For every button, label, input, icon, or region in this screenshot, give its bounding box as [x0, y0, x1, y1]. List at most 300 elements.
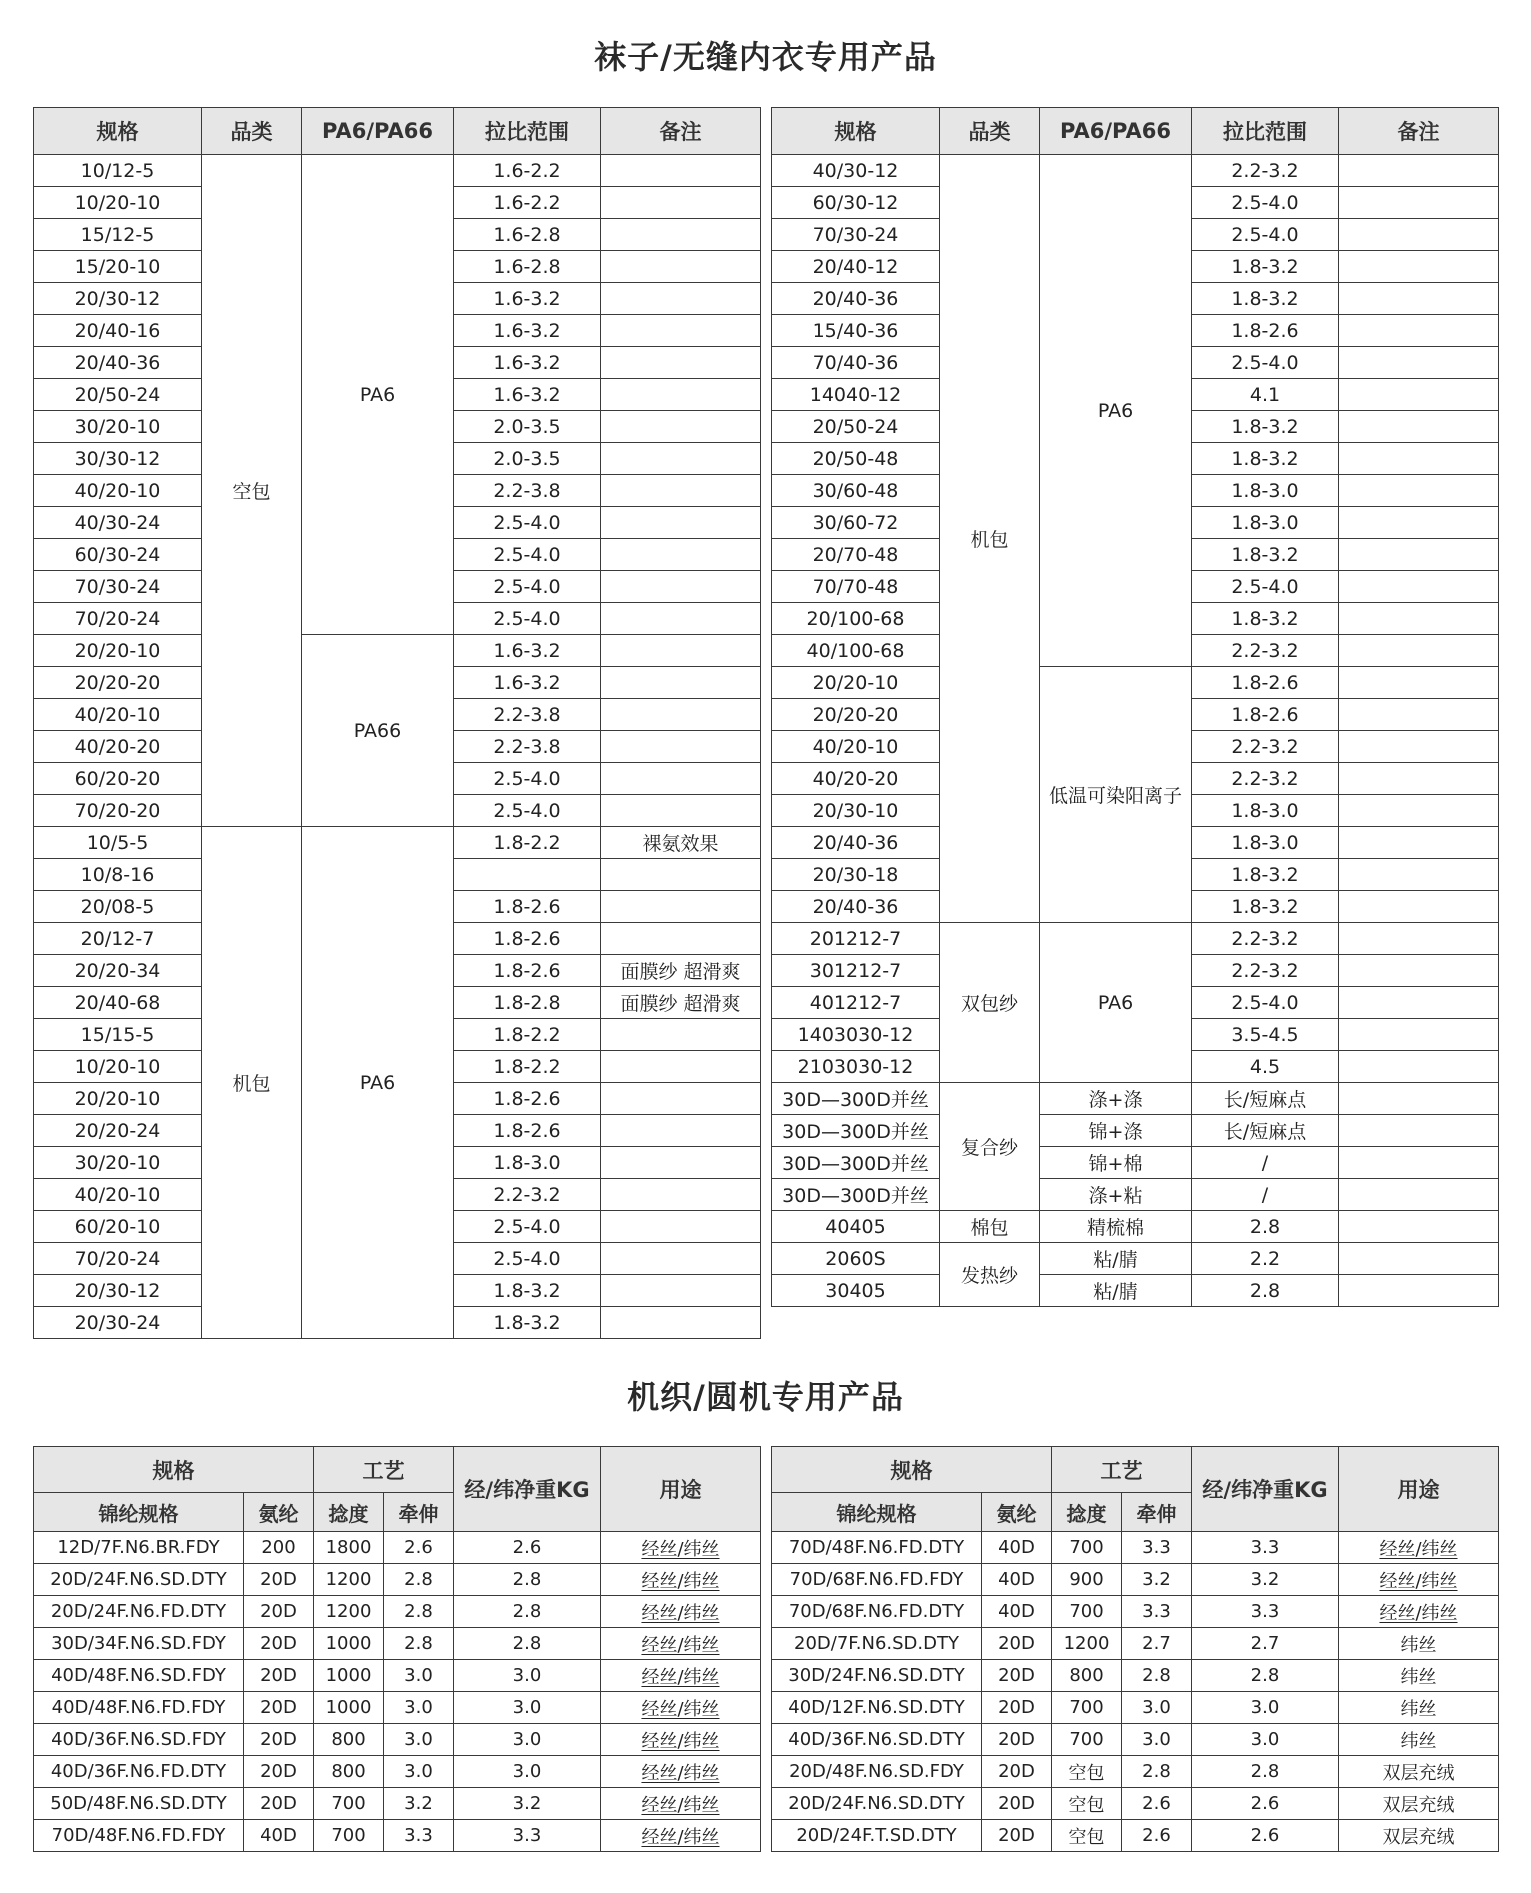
weaving-table-left [33, 1446, 761, 1852]
page-title-bottom: 机织/圆机专用产品 [627, 1378, 904, 1416]
header-process-group: 工艺 [1052, 1447, 1192, 1493]
spec-cell: 70/30-24 [772, 219, 940, 251]
spec-cell: 30/20-10 [34, 1147, 202, 1179]
use-cell: 经丝/纬丝 [601, 1756, 761, 1788]
spec-cell: 70/20-24 [34, 1243, 202, 1275]
spandex-cell: 20D [244, 1788, 314, 1820]
ratio-cell: 1.8-3.2 [1192, 603, 1339, 635]
ratio-cell: 2.2-3.2 [454, 1179, 601, 1211]
spandex-cell: 20D [982, 1628, 1052, 1660]
spandex-cell: 20D [244, 1724, 314, 1756]
table-row [34, 1596, 761, 1628]
spec-cell: 70/30-24 [34, 571, 202, 603]
spec-cell: 15/40-36 [772, 315, 940, 347]
note-cell [1339, 443, 1499, 475]
header-spec: 规格 [34, 108, 202, 155]
table-row [34, 1532, 761, 1564]
ratio-cell: 1.8-3.0 [454, 1147, 601, 1179]
spec-cell: 30405 [772, 1275, 940, 1307]
material-cell: PA6 [302, 155, 454, 635]
spec-cell: 20/30-24 [34, 1307, 202, 1339]
table-row [772, 1692, 1499, 1724]
table-row [772, 1660, 1499, 1692]
ratio-cell: 2.5-4.0 [454, 603, 601, 635]
weight-cell: 2.7 [1192, 1628, 1339, 1660]
spec-cell: 14040-12 [772, 379, 940, 411]
spandex-cell: 20D [982, 1692, 1052, 1724]
table-row [772, 1275, 1499, 1307]
spec-cell: 20/20-20 [772, 699, 940, 731]
weight-cell: 3.0 [454, 1724, 601, 1756]
nylon-spec-cell: 40D/12F.N6.SD.DTY [772, 1692, 982, 1724]
ratio-cell [454, 859, 601, 891]
nylon-spec-cell: 50D/48F.N6.SD.DTY [34, 1788, 244, 1820]
table-row [772, 1564, 1499, 1596]
note-cell [601, 1083, 761, 1115]
material-cell: 锦+棉 [1040, 1147, 1192, 1179]
note-cell [601, 283, 761, 315]
spec-cell: 10/5-5 [34, 827, 202, 859]
material-cell: 涤+涤 [1040, 1083, 1192, 1115]
weight-cell: 3.0 [454, 1660, 601, 1692]
ratio-cell: 2.5-4.0 [454, 763, 601, 795]
weight-cell: 2.8 [454, 1628, 601, 1660]
spec-cell: 10/12-5 [34, 155, 202, 187]
note-cell: 面膜纱 超滑爽 [601, 987, 761, 1019]
note-cell [1339, 347, 1499, 379]
note-cell [1339, 1275, 1499, 1307]
table-row [34, 1660, 761, 1692]
nylon-spec-cell: 70D/48F.N6.FD.DTY [772, 1532, 982, 1564]
ratio-cell: 1.6-3.2 [454, 667, 601, 699]
ratio-cell: 1.8-3.2 [1192, 443, 1339, 475]
header-note: 备注 [601, 108, 761, 155]
spec-cell: 70/70-48 [772, 571, 940, 603]
note-cell [1339, 923, 1499, 955]
ratio-cell: 2.2 [1192, 1243, 1339, 1275]
table-header-row [772, 1447, 1499, 1493]
note-cell [601, 923, 761, 955]
spec-cell: 40/20-10 [34, 1179, 202, 1211]
spandex-cell: 40D [244, 1820, 314, 1852]
use-cell: 经丝/纬丝 [601, 1628, 761, 1660]
nylon-spec-cell: 20D/24F.N6.SD.DTY [772, 1788, 982, 1820]
note-cell [601, 1307, 761, 1339]
draft-cell: 3.2 [1122, 1564, 1192, 1596]
note-cell [601, 251, 761, 283]
ratio-cell: 2.5-4.0 [1192, 219, 1339, 251]
note-cell [1339, 283, 1499, 315]
ratio-cell: 2.5-4.0 [454, 795, 601, 827]
spec-cell: 20/30-10 [772, 795, 940, 827]
ratio-cell: 2.2-3.2 [1192, 923, 1339, 955]
note-cell [601, 635, 761, 667]
ratio-cell: 2.5-4.0 [1192, 571, 1339, 603]
material-cell: 粘/腈 [1040, 1275, 1192, 1307]
weight-cell: 3.0 [454, 1756, 601, 1788]
nylon-spec-cell: 40D/36F.N6.FD.DTY [34, 1756, 244, 1788]
draft-cell: 3.0 [384, 1692, 454, 1724]
spandex-cell: 20D [982, 1756, 1052, 1788]
spandex-cell: 20D [244, 1660, 314, 1692]
ratio-cell: 2.2-3.8 [454, 731, 601, 763]
note-cell [601, 219, 761, 251]
nylon-spec-cell: 30D/34F.N6.SD.FDY [34, 1628, 244, 1660]
ratio-cell: 1.8-3.2 [1192, 859, 1339, 891]
note-cell [1339, 507, 1499, 539]
spec-cell: 20/40-16 [34, 315, 202, 347]
ratio-cell: 1.8-2.6 [454, 955, 601, 987]
spandex-cell: 40D [982, 1564, 1052, 1596]
note-cell [601, 315, 761, 347]
header-nylon: 锦纶规格 [772, 1493, 982, 1532]
ratio-cell: 1.8-2.6 [454, 891, 601, 923]
header-twist: 捻度 [314, 1493, 384, 1532]
material-cell: PA6 [1040, 923, 1192, 1083]
note-cell [1339, 891, 1499, 923]
ratio-cell: 1.8-2.8 [454, 987, 601, 1019]
header-spec: 规格 [772, 108, 940, 155]
table-row [772, 1756, 1499, 1788]
table-row [772, 155, 1499, 187]
table-row [34, 1788, 761, 1820]
table-row [772, 1179, 1499, 1211]
ratio-cell: 1.8-3.0 [1192, 795, 1339, 827]
use-cell: 经丝/纬丝 [1339, 1596, 1499, 1628]
header-weight: 经/纬净重KG [454, 1447, 601, 1532]
header-ratio: 拉比范围 [454, 108, 601, 155]
note-cell [1339, 251, 1499, 283]
note-cell [1339, 155, 1499, 187]
material-cell: 涤+粘 [1040, 1179, 1192, 1211]
material-cell: 锦+涤 [1040, 1115, 1192, 1147]
ratio-cell: 2.5-4.0 [454, 1243, 601, 1275]
header-draft: 牵伸 [1122, 1493, 1192, 1532]
spec-cell: 20/40-36 [34, 347, 202, 379]
ratio-cell: 2.2-3.2 [1192, 955, 1339, 987]
draft-cell: 2.7 [1122, 1628, 1192, 1660]
spec-cell: 20/40-68 [34, 987, 202, 1019]
draft-cell: 3.0 [1122, 1692, 1192, 1724]
twist-cell: 700 [314, 1820, 384, 1852]
header-spec-group: 规格 [772, 1447, 1052, 1493]
twist-cell: 1000 [314, 1628, 384, 1660]
ratio-cell: 4.5 [1192, 1051, 1339, 1083]
table-row [772, 1820, 1499, 1852]
spandex-cell: 20D [982, 1788, 1052, 1820]
header-twist: 捻度 [1052, 1493, 1122, 1532]
header-process-group: 工艺 [314, 1447, 454, 1493]
note-cell [1339, 859, 1499, 891]
spec-cell: 1403030-12 [772, 1019, 940, 1051]
header-spandex: 氨纶 [982, 1493, 1052, 1532]
weight-cell: 2.8 [454, 1596, 601, 1628]
spec-cell: 30D—300D并丝 [772, 1147, 940, 1179]
draft-cell: 2.6 [384, 1532, 454, 1564]
spec-cell: 20/20-10 [34, 1083, 202, 1115]
twist-cell: 空包 [1052, 1756, 1122, 1788]
spandex-cell: 20D [244, 1564, 314, 1596]
ratio-cell: 1.8-3.0 [1192, 507, 1339, 539]
spec-cell: 30D—300D并丝 [772, 1083, 940, 1115]
table-row [772, 1211, 1499, 1243]
draft-cell: 3.2 [384, 1788, 454, 1820]
material-cell: 粘/腈 [1040, 1243, 1192, 1275]
draft-cell: 2.8 [384, 1596, 454, 1628]
use-cell: 纬丝 [1339, 1628, 1499, 1660]
ratio-cell: 2.2-3.2 [1192, 731, 1339, 763]
ratio-cell: 1.8-2.6 [1192, 699, 1339, 731]
nylon-spec-cell: 20D/24F.N6.FD.DTY [34, 1596, 244, 1628]
spec-cell: 15/20-10 [34, 251, 202, 283]
weight-cell: 2.8 [454, 1564, 601, 1596]
spec-cell: 201212-7 [772, 923, 940, 955]
draft-cell: 3.3 [1122, 1532, 1192, 1564]
use-cell: 经丝/纬丝 [1339, 1564, 1499, 1596]
table-header-row [772, 108, 1499, 155]
note-cell [1339, 667, 1499, 699]
note-cell [1339, 699, 1499, 731]
note-cell [1339, 795, 1499, 827]
spec-cell: 15/15-5 [34, 1019, 202, 1051]
spandex-cell: 20D [244, 1756, 314, 1788]
ratio-cell: 1.6-3.2 [454, 379, 601, 411]
weight-cell: 2.6 [1192, 1788, 1339, 1820]
material-cell: PA6 [1040, 155, 1192, 667]
category-cell: 复合纱 [940, 1083, 1040, 1211]
table-row [34, 1628, 761, 1660]
ratio-cell: 1.8-2.6 [454, 1115, 601, 1147]
spec-cell: 20/30-12 [34, 283, 202, 315]
table-row [34, 827, 761, 859]
table-row [772, 1724, 1499, 1756]
category-cell: 棉包 [940, 1211, 1040, 1243]
spec-cell: 20/70-48 [772, 539, 940, 571]
note-cell [601, 1147, 761, 1179]
material-cell: 低温可染阳离子 [1040, 667, 1192, 923]
note-cell [1339, 571, 1499, 603]
table-row [772, 1788, 1499, 1820]
note-cell [1339, 379, 1499, 411]
header-use: 用途 [601, 1447, 761, 1532]
note-cell [1339, 411, 1499, 443]
table-row [34, 1692, 761, 1724]
category-cell: 机包 [940, 155, 1040, 923]
note-cell [1339, 1115, 1499, 1147]
spec-cell: 70/40-36 [772, 347, 940, 379]
ratio-cell: 1.8-3.2 [1192, 283, 1339, 315]
spec-cell: 30/60-48 [772, 475, 940, 507]
note-cell [601, 379, 761, 411]
use-cell: 经丝/纬丝 [601, 1532, 761, 1564]
material-cell: PA66 [302, 635, 454, 827]
table-row [34, 1564, 761, 1596]
use-cell: 经丝/纬丝 [601, 1660, 761, 1692]
ratio-cell: 2.2-3.2 [1192, 155, 1339, 187]
table-row [772, 1243, 1499, 1275]
note-cell: 面膜纱 超滑爽 [601, 955, 761, 987]
twist-cell: 1200 [1052, 1628, 1122, 1660]
spec-cell: 20/40-12 [772, 251, 940, 283]
ratio-cell: 2.5-4.0 [454, 539, 601, 571]
spec-cell: 2103030-12 [772, 1051, 940, 1083]
spec-cell: 20/50-24 [34, 379, 202, 411]
nylon-spec-cell: 20D/7F.N6.SD.DTY [772, 1628, 982, 1660]
ratio-cell: 1.8-3.2 [454, 1307, 601, 1339]
spec-cell: 401212-7 [772, 987, 940, 1019]
spec-cell: 40/20-10 [34, 699, 202, 731]
ratio-cell: 2.5-4.0 [454, 1211, 601, 1243]
note-cell [1339, 1051, 1499, 1083]
table-row [34, 635, 761, 667]
spec-cell: 10/20-10 [34, 187, 202, 219]
note-cell [601, 763, 761, 795]
table-row [772, 1596, 1499, 1628]
nylon-spec-cell: 40D/48F.N6.FD.FDY [34, 1692, 244, 1724]
ratio-cell: / [1192, 1179, 1339, 1211]
spec-cell: 40/20-20 [34, 731, 202, 763]
spandex-cell: 20D [244, 1628, 314, 1660]
ratio-cell: 2.5-4.0 [454, 507, 601, 539]
note-cell [601, 1051, 761, 1083]
ratio-cell: 2.5-4.0 [1192, 187, 1339, 219]
note-cell [1339, 475, 1499, 507]
table-row [34, 155, 761, 187]
use-cell: 经丝/纬丝 [601, 1596, 761, 1628]
nylon-spec-cell: 40D/36F.N6.SD.FDY [34, 1724, 244, 1756]
weaving-table-right [771, 1446, 1499, 1852]
ratio-cell: 2.0-3.5 [454, 443, 601, 475]
header-category: 品类 [940, 108, 1040, 155]
ratio-cell: 1.8-2.6 [454, 1083, 601, 1115]
spec-cell: 20/20-34 [34, 955, 202, 987]
note-cell [601, 603, 761, 635]
weight-cell: 2.6 [454, 1532, 601, 1564]
spec-cell: 20/50-24 [772, 411, 940, 443]
twist-cell: 1800 [314, 1532, 384, 1564]
header-nylon: 锦纶规格 [34, 1493, 244, 1532]
spec-cell: 15/12-5 [34, 219, 202, 251]
note-cell [1339, 827, 1499, 859]
use-cell: 经丝/纬丝 [601, 1724, 761, 1756]
spandex-cell: 40D [982, 1596, 1052, 1628]
ratio-cell: 1.8-3.2 [1192, 891, 1339, 923]
category-cell: 空包 [202, 155, 302, 827]
ratio-cell: 1.8-2.6 [1192, 667, 1339, 699]
note-cell: 裸氨效果 [601, 827, 761, 859]
note-cell [601, 667, 761, 699]
ratio-cell: 2.5-4.0 [454, 571, 601, 603]
spec-cell: 30/60-72 [772, 507, 940, 539]
spec-cell: 40/20-10 [34, 475, 202, 507]
ratio-cell: 长/短麻点 [1192, 1115, 1339, 1147]
ratio-cell: / [1192, 1147, 1339, 1179]
category-cell: 发热纱 [940, 1243, 1040, 1307]
note-cell [601, 699, 761, 731]
spec-cell: 70/20-20 [34, 795, 202, 827]
ratio-cell: 2.0-3.5 [454, 411, 601, 443]
table-row [772, 667, 1499, 699]
spec-cell: 20/30-18 [772, 859, 940, 891]
weight-cell: 3.0 [454, 1692, 601, 1724]
note-cell [1339, 1211, 1499, 1243]
note-cell [601, 507, 761, 539]
note-cell [601, 155, 761, 187]
use-cell: 纬丝 [1339, 1724, 1499, 1756]
spandex-cell: 20D [244, 1692, 314, 1724]
table-header-row [34, 108, 761, 155]
use-cell: 双层充绒 [1339, 1756, 1499, 1788]
table-row [772, 1115, 1499, 1147]
note-cell [601, 443, 761, 475]
table-row [772, 1147, 1499, 1179]
draft-cell: 2.6 [1122, 1820, 1192, 1852]
note-cell [601, 795, 761, 827]
ratio-cell: 1.8-2.2 [454, 1051, 601, 1083]
spec-cell: 20/100-68 [772, 603, 940, 635]
ratio-cell: 4.1 [1192, 379, 1339, 411]
spec-cell: 70/20-24 [34, 603, 202, 635]
note-cell [601, 187, 761, 219]
use-cell: 经丝/纬丝 [601, 1692, 761, 1724]
spec-cell: 60/20-10 [34, 1211, 202, 1243]
weight-cell: 2.6 [1192, 1820, 1339, 1852]
spec-cell: 20/20-20 [34, 667, 202, 699]
ratio-cell: 1.8-2.2 [454, 827, 601, 859]
ratio-cell: 2.2-3.8 [454, 699, 601, 731]
spec-cell: 20/40-36 [772, 827, 940, 859]
spec-cell: 60/20-20 [34, 763, 202, 795]
twist-cell: 1200 [314, 1564, 384, 1596]
spec-cell: 20/08-5 [34, 891, 202, 923]
note-cell [1339, 1083, 1499, 1115]
ratio-cell: 3.5-4.5 [1192, 1019, 1339, 1051]
note-cell [601, 1211, 761, 1243]
note-cell [601, 1179, 761, 1211]
spec-cell: 20/20-10 [34, 635, 202, 667]
note-cell [601, 539, 761, 571]
table-row [772, 1532, 1499, 1564]
ratio-cell: 1.8-3.2 [1192, 539, 1339, 571]
note-cell [1339, 315, 1499, 347]
draft-cell: 2.6 [1122, 1788, 1192, 1820]
spec-cell: 20/40-36 [772, 283, 940, 315]
weight-cell: 3.0 [1192, 1724, 1339, 1756]
weight-cell: 2.8 [1192, 1660, 1339, 1692]
draft-cell: 3.3 [1122, 1596, 1192, 1628]
spec-cell: 301212-7 [772, 955, 940, 987]
twist-cell: 700 [1052, 1724, 1122, 1756]
note-cell [601, 1115, 761, 1147]
ratio-cell: 1.8-3.0 [1192, 475, 1339, 507]
twist-cell: 900 [1052, 1564, 1122, 1596]
nylon-spec-cell: 70D/48F.N6.FD.FDY [34, 1820, 244, 1852]
table-row [34, 1724, 761, 1756]
note-cell [1339, 187, 1499, 219]
ratio-cell: 1.8-2.6 [454, 923, 601, 955]
note-cell [1339, 1019, 1499, 1051]
note-cell [601, 859, 761, 891]
header-weight: 经/纬净重KG [1192, 1447, 1339, 1532]
note-cell [601, 571, 761, 603]
spec-cell: 2060S [772, 1243, 940, 1275]
note-cell [1339, 1243, 1499, 1275]
draft-cell: 2.8 [384, 1564, 454, 1596]
header-note: 备注 [1339, 108, 1499, 155]
twist-cell: 1200 [314, 1596, 384, 1628]
spec-cell: 40405 [772, 1211, 940, 1243]
spandex-cell: 20D [982, 1724, 1052, 1756]
